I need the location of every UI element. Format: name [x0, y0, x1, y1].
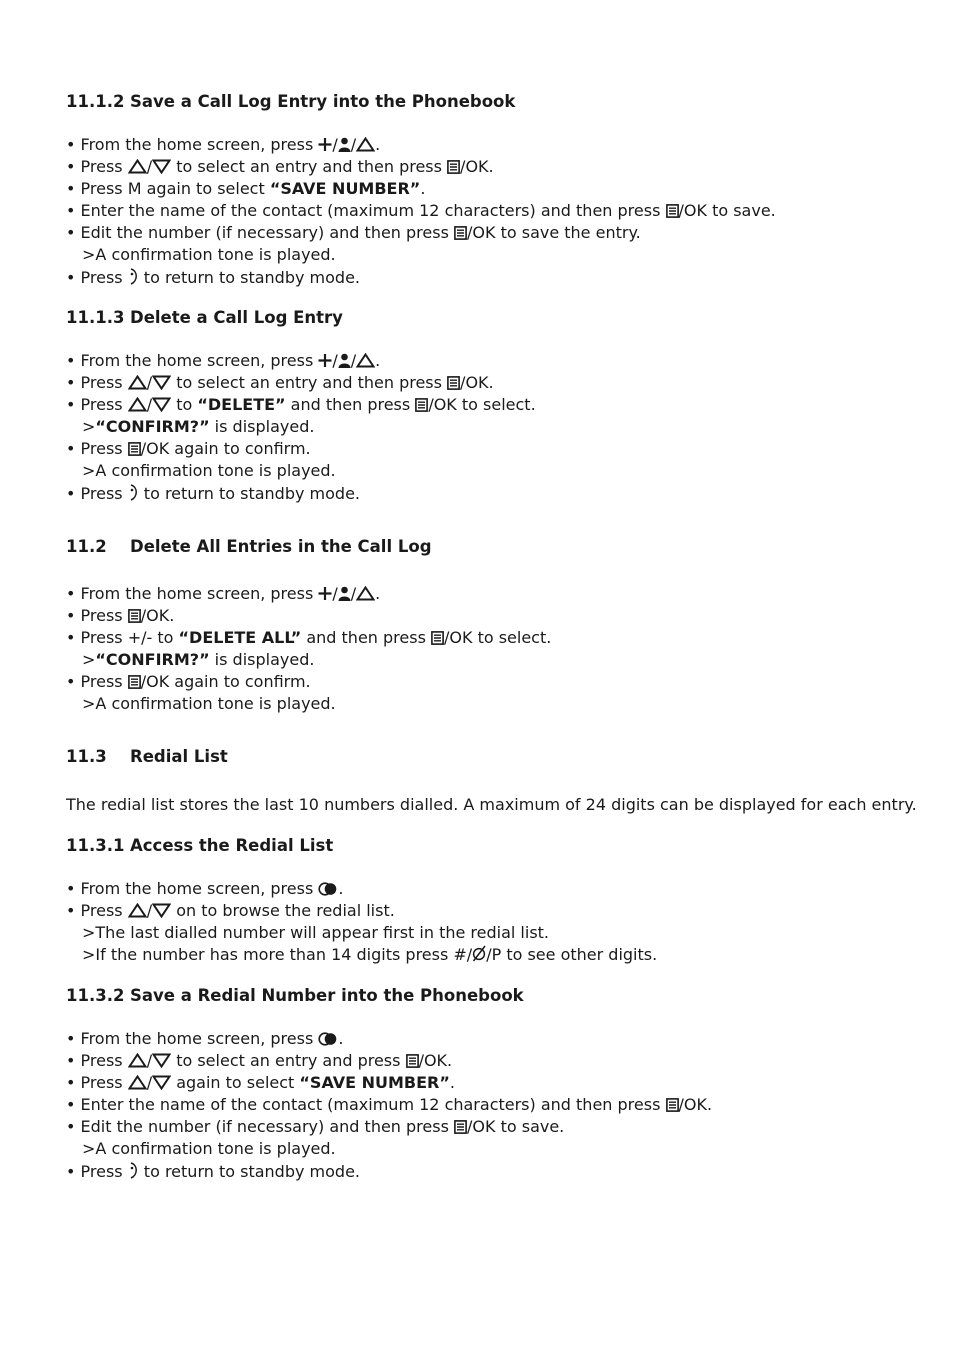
plus-icon — [318, 135, 332, 154]
section-number: 11.1.2 — [66, 92, 125, 111]
result-note — [82, 923, 549, 943]
menu-icon — [454, 223, 467, 242]
step-text: /OK to select. — [444, 628, 552, 647]
menu-icon — [447, 373, 460, 392]
step-text: /OK to save. — [467, 1117, 565, 1136]
step-text: • Press — [66, 373, 128, 392]
up-arrow-icon — [128, 395, 147, 414]
up-arrow-icon — [128, 1073, 147, 1092]
step-text: . — [338, 1029, 344, 1048]
step-text: / — [146, 1073, 153, 1092]
section-title: Save a Redial Number into the Phonebook — [130, 986, 524, 1005]
instruction-step — [66, 628, 551, 648]
step-text: • Press M again to select — [66, 179, 270, 198]
menu-icon — [128, 672, 141, 691]
section-heading — [66, 747, 228, 766]
step-text: • From the home screen, press — [66, 879, 319, 898]
step-text: to return to standby mode. — [138, 1162, 360, 1181]
step-text: • Press — [66, 157, 128, 176]
step-text: • Press +/- to — [66, 628, 179, 647]
step-text: • Press — [66, 395, 128, 414]
step-text: . — [420, 179, 426, 198]
step-text: /P — [486, 945, 502, 964]
instruction-step — [66, 373, 494, 393]
step-text: > — [82, 650, 96, 669]
instruction-step — [66, 157, 494, 177]
step-text: to return to standby mode. — [138, 484, 360, 503]
step-text: • Edit the number (if necessary) and then press — [66, 1117, 455, 1136]
step-text: • Press — [66, 1051, 128, 1070]
instruction-step — [66, 606, 174, 626]
up-arrow-icon — [128, 1051, 147, 1070]
instruction-step — [66, 879, 343, 899]
step-text: . — [375, 135, 381, 154]
step-text: • Press — [66, 484, 128, 503]
end-call-icon — [128, 1162, 139, 1181]
menu-option-label: “CONFIRM?” — [95, 650, 210, 669]
step-text: / — [146, 157, 153, 176]
menu-option-label: “CONFIRM?” — [95, 417, 210, 436]
step-text: >A confirmation tone is played. — [82, 1139, 336, 1158]
up-arrow-icon — [356, 135, 375, 154]
instruction-step — [66, 1051, 452, 1071]
step-text: to select an entry and press — [171, 1051, 406, 1070]
step-text: is displayed. — [209, 650, 315, 669]
contact-icon — [338, 584, 351, 603]
section-title: Save a Call Log Entry into the Phonebook — [130, 92, 516, 111]
instruction-step — [66, 439, 311, 459]
menu-icon — [128, 439, 141, 458]
result-note — [82, 945, 657, 965]
instruction-step — [66, 135, 380, 155]
contact-icon — [338, 135, 351, 154]
step-text: and then press — [285, 395, 416, 414]
up-arrow-icon — [128, 373, 147, 392]
section-heading — [66, 986, 524, 1005]
step-text: again to select — [171, 1073, 300, 1092]
step-text: /OK to save the entry. — [467, 223, 641, 242]
redial-icon — [318, 879, 338, 898]
step-text: on to browse the redial list. — [171, 901, 395, 920]
menu-option-label: “SAVE NUMBER” — [269, 179, 421, 198]
step-text: • Press — [66, 901, 128, 920]
step-text: • From the home screen, press — [66, 351, 319, 370]
section-title: Delete All Entries in the Call Log — [130, 537, 432, 556]
section-number: 11.3 — [66, 747, 107, 766]
step-text: . — [375, 351, 381, 370]
step-text: /OK again to confirm. — [140, 439, 311, 458]
up-arrow-icon — [356, 584, 375, 603]
redial-icon — [318, 1029, 338, 1048]
section-heading — [66, 308, 343, 327]
instruction-step — [66, 672, 311, 692]
step-text: >A confirmation tone is played. — [82, 245, 336, 264]
instruction-step — [66, 223, 641, 243]
instruction-step — [66, 584, 380, 604]
step-text: / — [146, 901, 153, 920]
menu-icon — [666, 201, 679, 220]
menu-icon — [128, 606, 141, 625]
section-title: Redial List — [130, 747, 228, 766]
section-heading — [66, 537, 432, 556]
up-arrow-icon — [128, 901, 147, 920]
step-text: /OK. — [460, 373, 494, 392]
step-text: / — [146, 373, 153, 392]
step-text: • Press — [66, 268, 128, 287]
down-arrow-icon — [152, 1073, 171, 1092]
instruction-step — [66, 1117, 564, 1137]
menu-option-label: “DELETE” — [197, 395, 286, 414]
section-number: 11.1.3 — [66, 308, 125, 327]
instruction-step — [66, 901, 395, 921]
instruction-step — [66, 395, 536, 415]
step-text: /OK to save. — [678, 201, 776, 220]
section-paragraph: The redial list stores the last 10 numbers dialled. A maximum of 24 digits can be displayed for each entry. — [66, 795, 917, 814]
down-arrow-icon — [152, 373, 171, 392]
instruction-step — [66, 201, 776, 221]
section-number: 11.3.2 — [66, 986, 125, 1005]
up-arrow-icon — [356, 351, 375, 370]
section-heading — [66, 92, 515, 111]
menu-option-label: “DELETE ALL” — [178, 628, 302, 647]
step-text: to — [171, 395, 198, 414]
end-call-icon — [128, 268, 139, 287]
menu-icon — [454, 1117, 467, 1136]
step-text: > — [82, 417, 96, 436]
step-text: . — [449, 1073, 455, 1092]
step-text: • Press — [66, 672, 128, 691]
step-text: /OK again to confirm. — [140, 672, 311, 691]
step-text: /OK to select. — [428, 395, 536, 414]
step-text: to see other digits. — [501, 945, 658, 964]
down-arrow-icon — [152, 157, 171, 176]
step-text: >The last dialled number will appear first in the redial list. — [82, 923, 550, 942]
instruction-step — [66, 1029, 343, 1049]
step-text: /OK. — [418, 1051, 453, 1070]
step-text: /OK. — [140, 606, 175, 625]
down-arrow-icon — [152, 1051, 171, 1070]
step-text: / — [350, 135, 357, 154]
step-text: / — [332, 584, 338, 603]
step-text: • Enter the name of the contact (maximum 12 characters) and then press — [66, 1095, 666, 1114]
step-text: and then press — [301, 628, 431, 647]
step-text: • Press — [66, 1073, 128, 1092]
instruction-step — [66, 1161, 360, 1182]
down-arrow-icon — [152, 395, 171, 414]
step-text: to select an entry and then press — [171, 373, 448, 392]
step-text: #/ — [453, 945, 473, 964]
menu-option-label: “SAVE NUMBER” — [299, 1073, 450, 1092]
instruction-step — [66, 267, 360, 288]
section-title: Delete a Call Log Entry — [130, 308, 343, 327]
step-text: • From the home screen, press — [66, 135, 319, 154]
result-note — [82, 1139, 336, 1159]
section-title: Access the Redial List — [130, 836, 334, 855]
menu-icon — [415, 395, 428, 414]
step-text: to return to standby mode. — [138, 268, 360, 287]
end-call-icon — [128, 484, 139, 503]
instruction-step — [66, 483, 360, 504]
step-text: . — [338, 879, 344, 898]
down-arrow-icon — [152, 901, 171, 920]
step-text: /OK. — [460, 157, 494, 176]
step-text: • Edit the number (if necessary) and then press — [66, 223, 455, 242]
step-text: . — [375, 584, 381, 603]
menu-icon — [431, 628, 444, 647]
step-text: • Press — [66, 439, 128, 458]
section-number: 11.3.1 — [66, 836, 125, 855]
mute-icon — [472, 945, 486, 964]
section-number: 11.2 — [66, 537, 107, 556]
result-note — [82, 245, 336, 265]
step-text: / — [350, 584, 357, 603]
instruction-step — [66, 179, 425, 199]
step-text: • From the home screen, press — [66, 584, 319, 603]
menu-icon — [447, 157, 460, 176]
plus-icon — [318, 351, 332, 370]
step-text: / — [332, 351, 338, 370]
step-text: / — [350, 351, 357, 370]
step-text: • Press — [66, 606, 128, 625]
step-text: >A confirmation tone is played. — [82, 461, 336, 480]
result-note — [82, 650, 314, 670]
instruction-step — [66, 1095, 712, 1115]
step-text: >If the number has more than 14 digits press — [82, 945, 454, 964]
contact-icon — [338, 351, 351, 370]
step-text: /OK. — [678, 1095, 713, 1114]
menu-icon — [406, 1051, 419, 1070]
result-note — [82, 417, 314, 437]
result-note — [82, 461, 336, 481]
up-arrow-icon — [128, 157, 147, 176]
step-text: • Enter the name of the contact (maximum 12 characters) and then press — [66, 201, 666, 220]
step-text: >A confirmation tone is played. — [82, 694, 336, 713]
instruction-step — [66, 351, 380, 371]
step-text: / — [146, 395, 153, 414]
step-text: / — [146, 1051, 153, 1070]
result-note — [82, 694, 336, 714]
step-text: is displayed. — [209, 417, 315, 436]
plus-icon — [318, 584, 332, 603]
step-text: / — [332, 135, 338, 154]
step-text: to select an entry and then press — [171, 157, 448, 176]
instruction-step — [66, 1073, 455, 1093]
step-text: • Press — [66, 1162, 128, 1181]
step-text: • From the home screen, press — [66, 1029, 319, 1048]
menu-icon — [666, 1095, 679, 1114]
section-heading — [66, 836, 333, 855]
